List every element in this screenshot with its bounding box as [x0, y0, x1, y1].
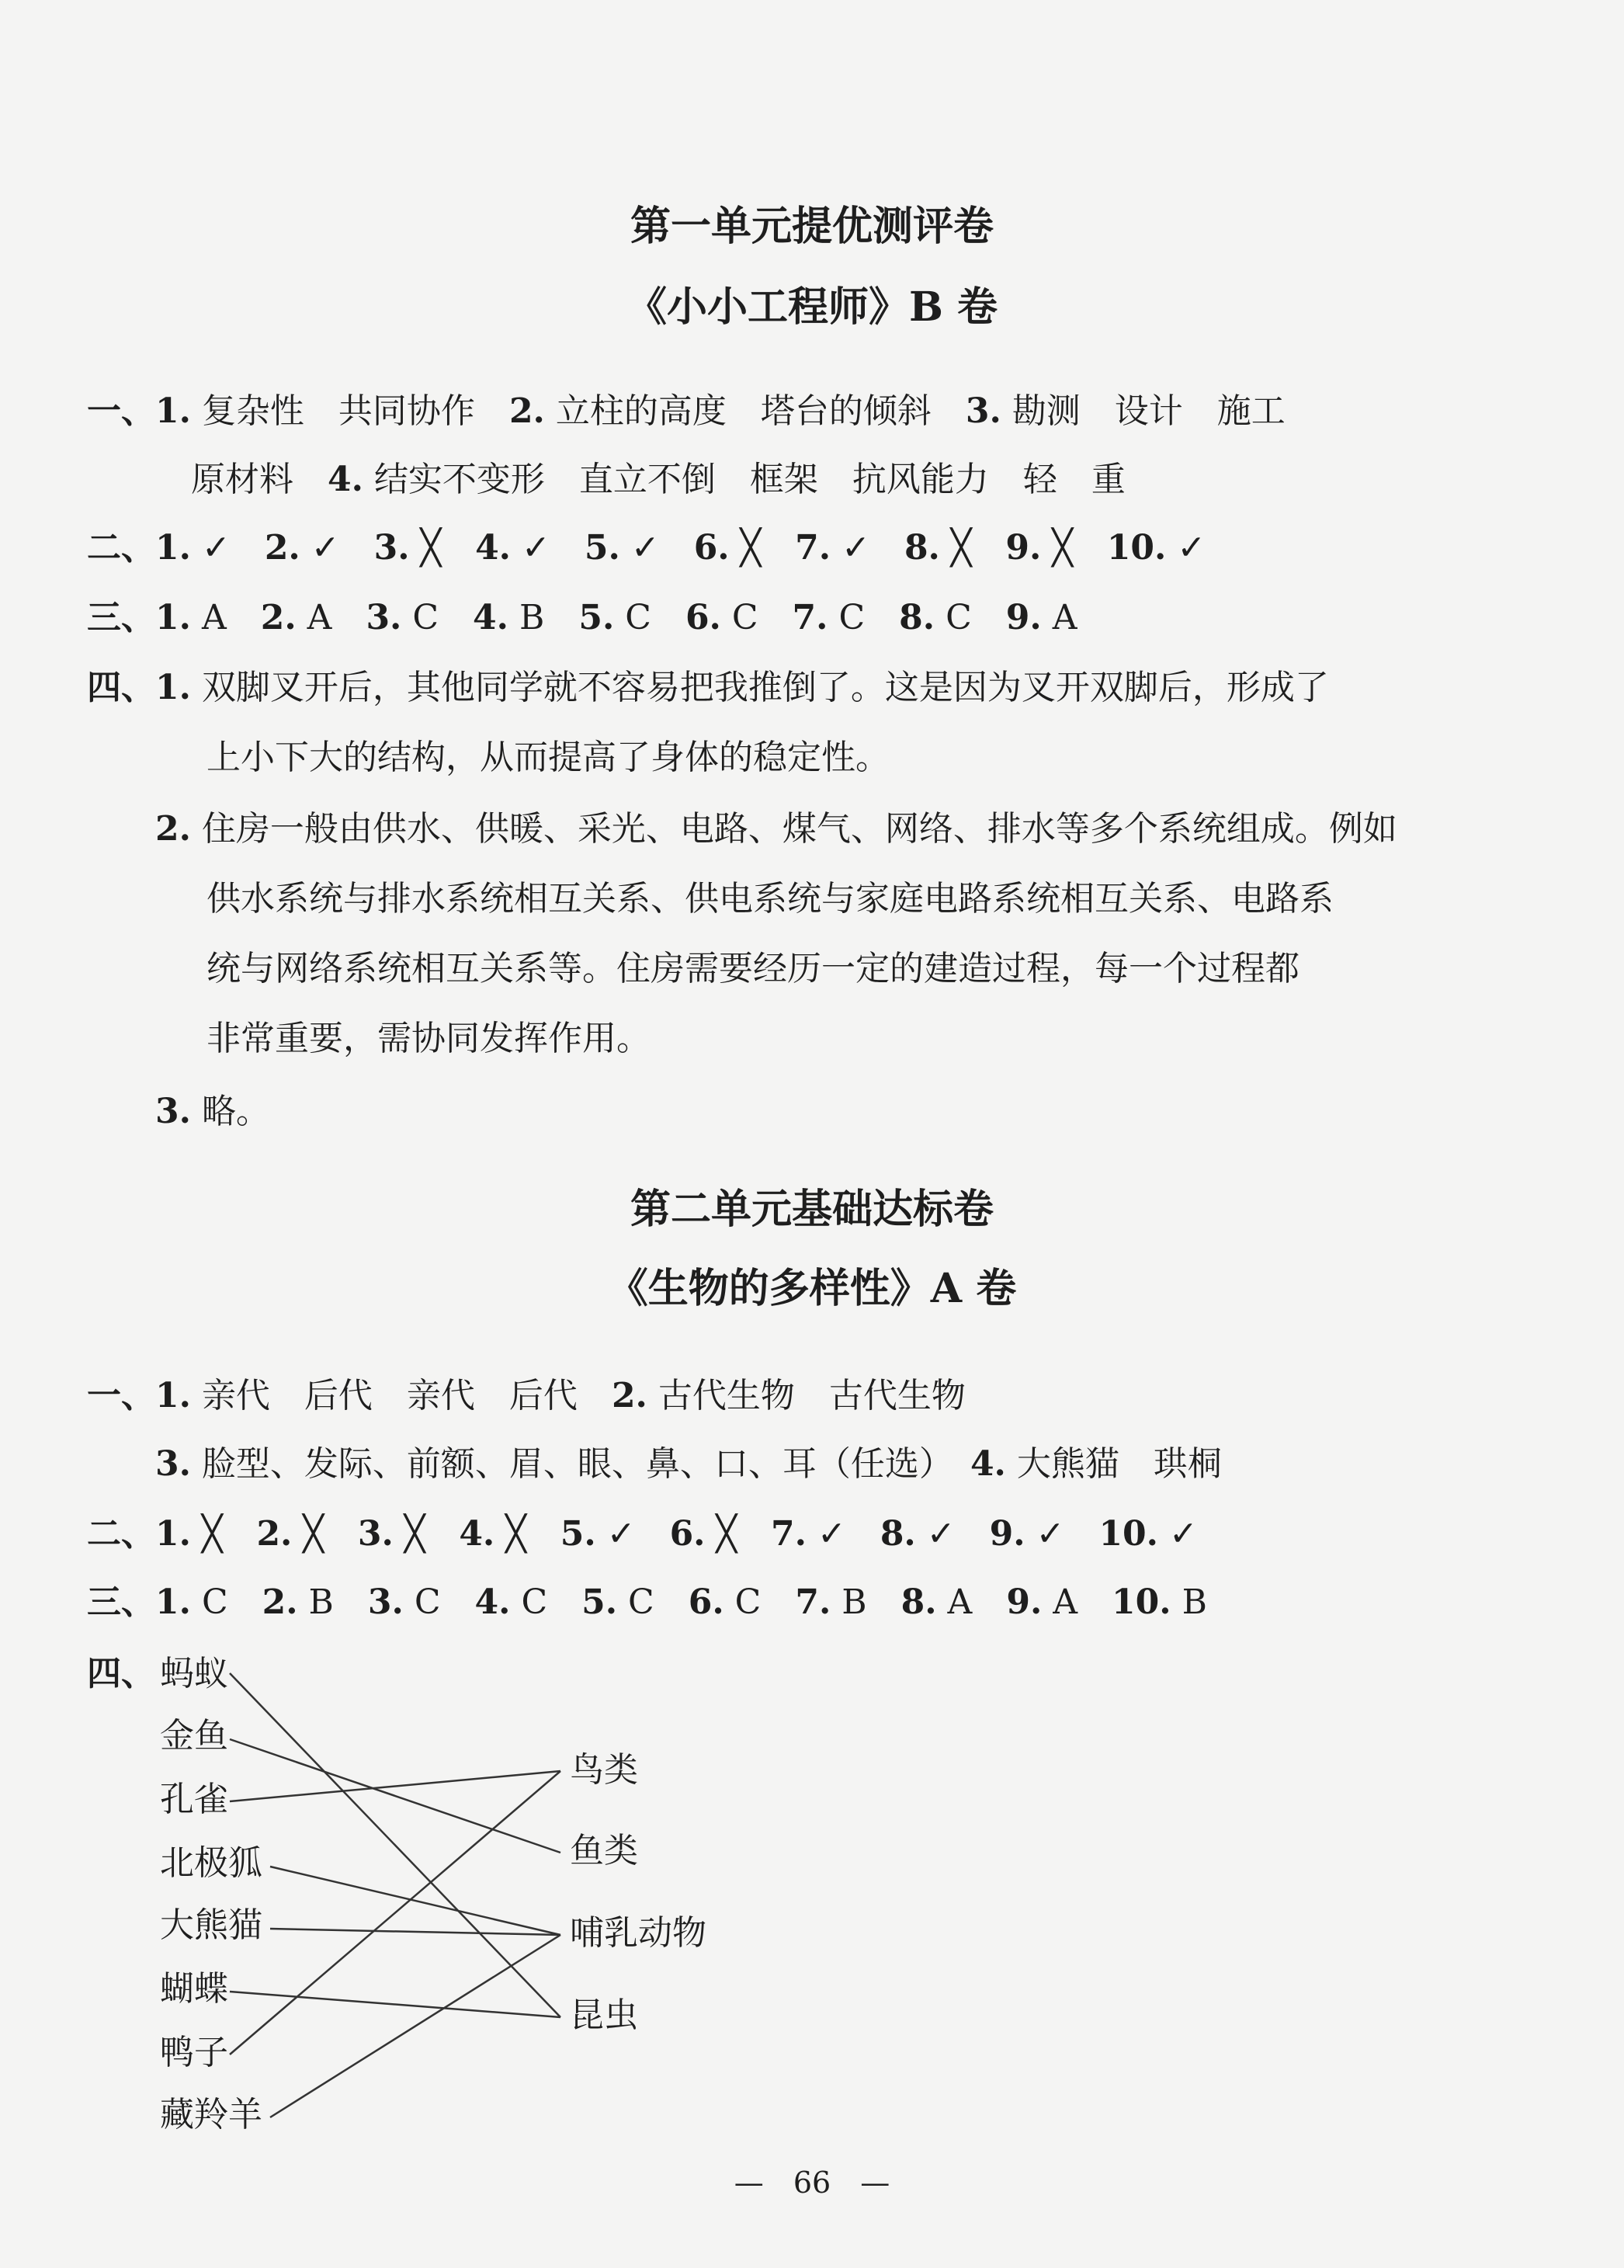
unit1-s4-q2-line4: 非常重要，需协同发挥作用。: [206, 1019, 651, 1058]
category-bird: 鸟类: [570, 1750, 638, 1790]
unit2-s1-line2: 3. 脸型、发际、前额、眉、眼、鼻、口、耳（任选） 4. 大熊猫 珙桐: [155, 1444, 1222, 1484]
category-insect: 昆虫: [570, 1995, 638, 2035]
animal-peacock: 孔雀: [160, 1780, 228, 1819]
link-butterfly-insect: [230, 1992, 560, 2017]
unit2-s2-line: 二、1. ╳ 2. ╳ 3. ╳ 4. ╳ 5. ✓ 6. ╳ 7. ✓ 8. ✓ 9. ✓ 10. ✓: [87, 1514, 1198, 1554]
link-antelope-mammal: [270, 1935, 560, 2117]
unit2-subtitle: 《生物的多样性》A 卷: [607, 1265, 1017, 1312]
category-mammal: 哺乳动物: [570, 1913, 706, 1953]
unit2-s1-line1: 一、1. 亲代 后代 亲代 后代 2. 古代生物 古代生物: [87, 1376, 966, 1415]
animal-panda: 大熊猫: [160, 1905, 262, 1945]
unit1-s1-line1: 一、1. 复杂性 共同协作 2. 立柱的高度 塔台的倾斜 3. 勘测 设计 施工: [87, 391, 1286, 431]
unit1-s4-q2-line3: 统与网络系统相互关系等。住房需要经历一定的建造过程，每一个过程都: [206, 949, 1300, 988]
unit1-title: 第一单元提优测评卷: [630, 203, 994, 250]
page-number: — 66 —: [734, 2166, 890, 2200]
unit2-title: 第二单元基础达标卷: [630, 1186, 994, 1233]
unit1-s3-line: 三、1. A 2. A 3. C 4. B 5. C 6. C 7. C 8. C 9. A: [87, 598, 1077, 637]
unit1-s4-q2-line2: 供水系统与排水系统相互关系、供电系统与家庭电路系统相互关系、电路系: [206, 879, 1334, 919]
link-panda-mammal: [270, 1929, 560, 1935]
animal-ant: 蚂蚁: [160, 1654, 228, 1693]
animal-duck: 鸭子: [160, 2033, 228, 2072]
unit1-s1-line2: 原材料 4. 结实不变形 直立不倒 框架 抗风能力 轻 重: [191, 460, 1126, 499]
unit2-s3-line: 三、1. C 2. B 3. C 4. C 5. C 6. C 7. B 8. A 9. A 10. B: [87, 1582, 1207, 1622]
unit1-s4-q2-line1: 2. 住房一般由供水、供暖、采光、电路、煤气、网络、排水等多个系统组成。例如: [155, 809, 1397, 849]
unit1-s2-line: 二、1. ✓ 2. ✓ 3. ╳ 4. ✓ 5. ✓ 6. ╳ 7. ✓ 8. ╳ 9. ╳ 10. ✓: [87, 528, 1206, 568]
unit1-s4-q1-line2: 上小下大的结构，从而提高了身体的稳定性。: [206, 738, 890, 777]
unit1-s4-q1-line1: 四、1. 双脚叉开后，其他同学就不容易把我推倒了。这是因为叉开双脚后，形成了: [87, 668, 1329, 707]
animal-tibetan-antelope: 藏羚羊: [160, 2095, 262, 2134]
unit1-subtitle: 《小小工程师》B 卷: [626, 283, 998, 331]
unit1-s4-q3: 3. 略。: [155, 1092, 270, 1131]
animal-arctic-fox: 北极狐: [160, 1843, 262, 1883]
animal-goldfish: 金鱼: [160, 1716, 228, 1756]
link-duck-bird: [230, 1771, 560, 2054]
unit2-s4-prefix: 四、: [87, 1654, 155, 1693]
category-fish: 鱼类: [570, 1831, 638, 1870]
link-arcticfox-mammal: [270, 1867, 560, 1935]
animal-butterfly: 蝴蝶: [160, 1969, 228, 2009]
